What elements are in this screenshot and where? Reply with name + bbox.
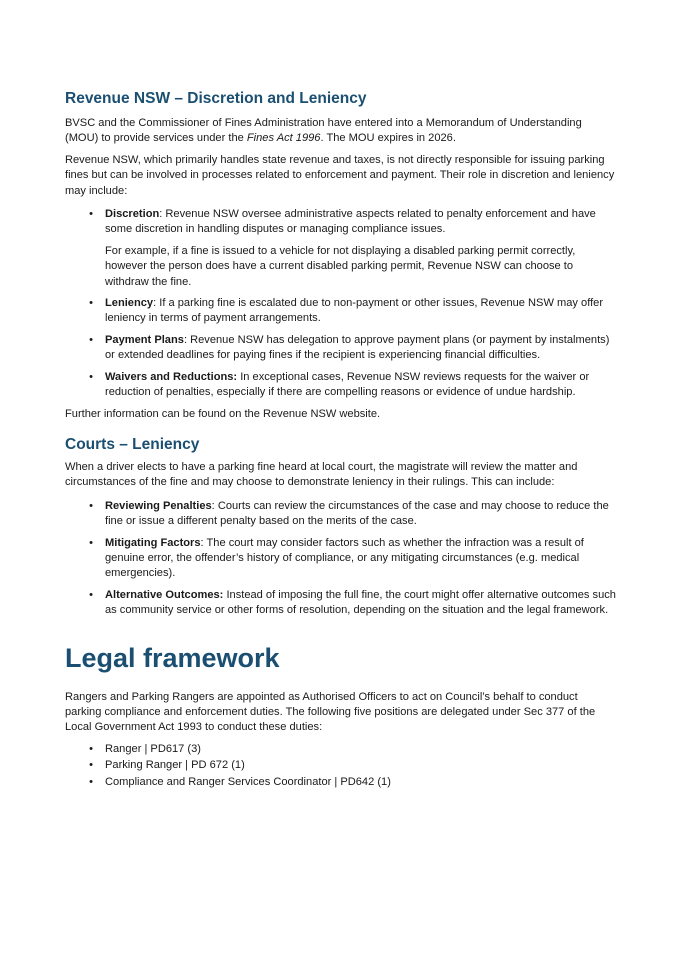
list-item <box>65 207 617 290</box>
bullet-icon: • <box>89 499 93 512</box>
list-item-term: Mitigating Factors <box>105 536 201 549</box>
revenue-role-paragraph: Revenue NSW, which primarily handles state revenue and taxes, is not directly responsible for issuing parking fines but can be involved in processes related to enforcement and payment. Their role in discretion and leniency may include: <box>65 153 615 197</box>
mou-paragraph <box>65 116 617 147</box>
list-item-term: Waivers and Reductions: <box>105 370 238 383</box>
list-item <box>65 588 617 619</box>
list-item-text: : The court may consider factors such as whether the infraction was a result of genuine error, the offender’s history of compliance, or any mitigating circumstances (e.g. medical emergencies). <box>105 536 584 580</box>
list-item <box>65 296 617 327</box>
list-item-text: : If a parking fine is escalated due to non-payment or other issues, Revenue NSW may offer leniency in terms of payment arrangements. <box>105 297 604 325</box>
revenue-nsw-list <box>65 207 617 400</box>
list-item <box>65 499 617 530</box>
list-item <box>65 333 617 364</box>
list-item <box>65 775 617 790</box>
position-text: Parking Ranger | PD 672 (1) <box>105 759 245 772</box>
example-paragraph: For example, if a fine is issued to a vehicle for not displaying a disabled parking permit correctly, however the person does have a current disabled parking permit, Revenue NSW can choose to withdraw the fine. <box>105 244 576 288</box>
section-heading-revenue-nsw: Revenue NSW – Discretion and Leniency <box>65 90 367 107</box>
positions-list <box>65 742 617 790</box>
bullet-icon: • <box>89 759 93 772</box>
mou-text-a: BVSC and the Commissioner of Fines Administration have entered into a Memorandum of Understanding (MOU) to provide services under the <box>65 117 582 145</box>
list-item-term: Discretion <box>105 208 160 221</box>
legal-intro-paragraph: Rangers and Parking Rangers are appointed as Authorised Officers to act on Council’s behalf to conduct parking compliance and enforcement duties. The following five positions are delegated under Sec 377 of the Local Government Act 1993 to conduct these duties: <box>65 690 596 734</box>
list-item-text: In exceptional cases, Revenue NSW reviews requests for the waiver or reduction of penalties, especially if there are compelling reasons or evidence of undue hardship. <box>105 370 590 399</box>
list-item <box>65 370 617 401</box>
fines-act-reference: Fines Act 1996 <box>246 132 321 145</box>
bullet-icon: • <box>89 297 93 310</box>
page-content <box>65 89 617 790</box>
section-heading-legal-framework: Legal framework <box>65 642 280 673</box>
bullet-icon: • <box>89 536 93 549</box>
list-item-text: : Revenue NSW oversee administrative aspects related to penalty enforcement and have some discretion in handling disputes or managing compliance issues. <box>105 208 596 236</box>
list-item-term: Reviewing Penalties <box>105 499 212 512</box>
mou-text-b: . The MOU expires in 2026. <box>320 132 456 145</box>
courts-list <box>65 499 617 619</box>
bullet-icon: • <box>89 775 93 788</box>
courts-intro-paragraph: When a driver elects to have a parking fine heard at local court, the magistrate will review the matter and circumstances of the fine and may choose to demonstrate leniency in their rulings. This can include: <box>65 460 578 489</box>
further-info-paragraph: Further information can be found on the Revenue NSW website. <box>65 407 381 420</box>
bullet-icon: • <box>89 742 93 755</box>
list-item-text: : Courts can review the circumstances of the case and may choose to reduce the fine or issue a different penalty based on the merits of the case. <box>105 499 609 528</box>
bullet-icon: • <box>89 588 93 601</box>
list-item <box>65 742 617 757</box>
section-heading-courts: Courts – Leniency <box>65 435 200 453</box>
position-text: Ranger | PD617 (3) <box>105 742 201 755</box>
bullet-icon: • <box>89 333 93 346</box>
list-item <box>65 536 617 582</box>
bullet-icon: • <box>89 208 93 221</box>
list-item-term: Alternative Outcomes: <box>105 588 224 601</box>
list-item-term: Leniency <box>105 297 154 310</box>
list-item-text: : Revenue NSW has delegation to approve payment plans (or payment by instalments) or extended deadlines for paying fines if the recipient is experiencing financial difficulties. <box>105 333 610 362</box>
list-item-text: Instead of imposing the full fine, the court might offer alternative outcomes such as community service or other forms of resolution, depending on the situation and the legal framework. <box>105 588 616 617</box>
list-item-term: Payment Plans <box>105 333 184 346</box>
list-item <box>65 758 617 773</box>
bullet-icon: • <box>89 370 93 383</box>
position-text: Compliance and Ranger Services Coordinator | PD642 (1) <box>105 775 391 788</box>
